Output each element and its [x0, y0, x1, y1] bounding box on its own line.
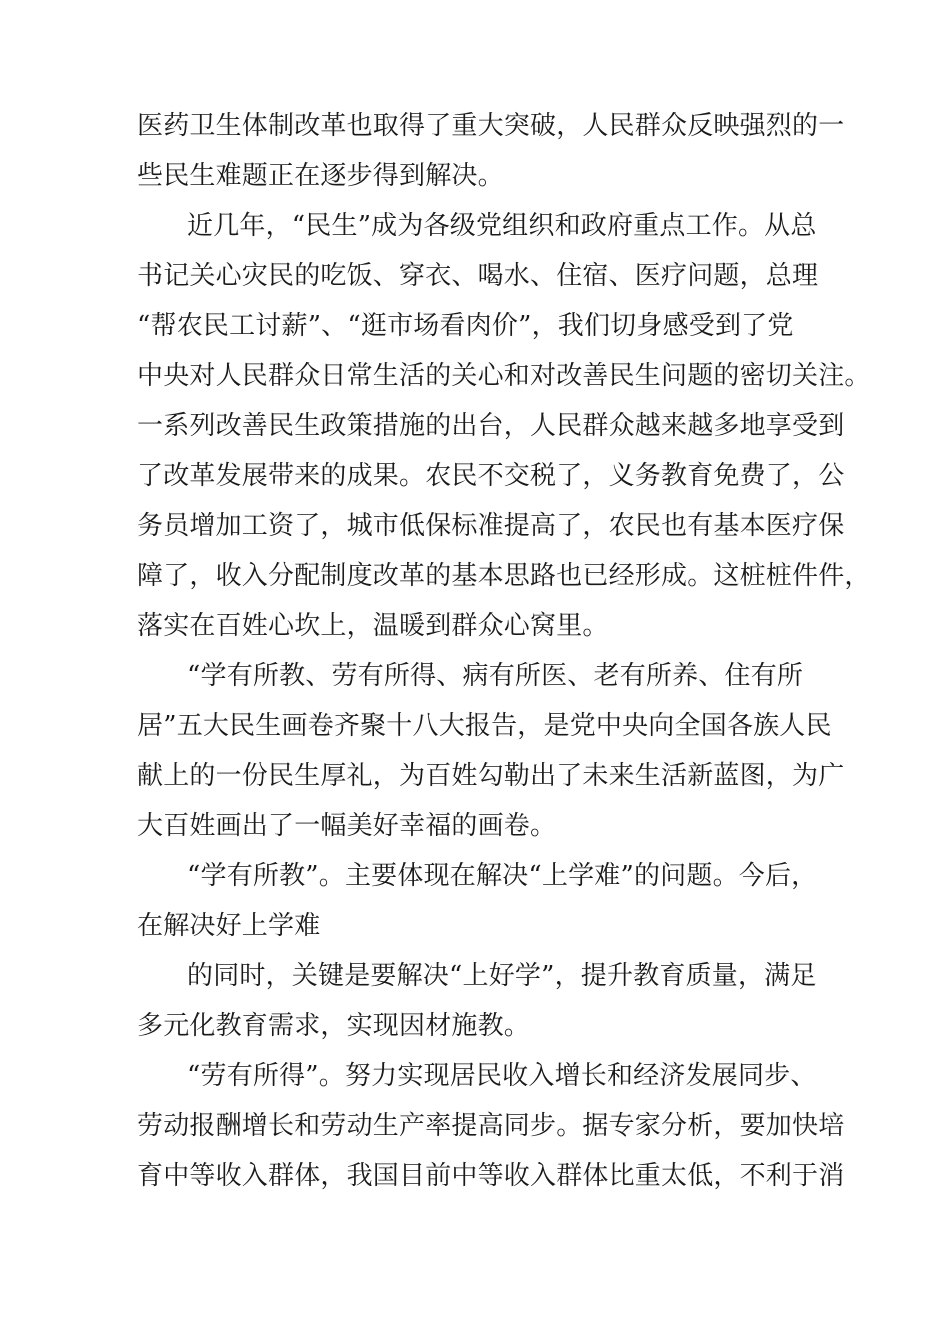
- paragraph-first-line: “学有所教”。主要体现在解决“上学难”的问题。今后，: [187, 861, 818, 891]
- text-line: 献上的一份民生厚礼，为百姓勾勒出了未来生活新蓝图，为广: [137, 761, 845, 791]
- paragraph-first-line: “劳有所得”。努力实现居民收入增长和经济发展同步、: [187, 1061, 817, 1091]
- paragraph-first-line: “学有所教、劳有所得、病有所医、老有所养、住有所: [187, 661, 804, 691]
- text-line: 了改革发展带来的成果。农民不交税了，义务教育免费了，公: [137, 461, 845, 491]
- text-line: 落实在百姓心坎上，温暖到群众心窝里。: [137, 611, 609, 641]
- text-line: 育中等收入群体，我国目前中等收入群体比重太低，不利于消: [137, 1161, 845, 1191]
- text-line: 医药卫生体制改革也取得了重大突破，人民群众反映强烈的一: [137, 111, 845, 141]
- text-line: 多元化教育需求，实现因材施教。: [137, 1011, 531, 1041]
- text-line: 在解决好上学难: [137, 911, 321, 941]
- text-line: 大百姓画出了一幅美好幸福的画卷。: [137, 811, 557, 841]
- text-line: 劳动报酬增长和劳动生产率提高同步。据专家分析，要加快培: [137, 1111, 845, 1141]
- text-line: 些民生难题正在逐步得到解决。: [137, 161, 504, 191]
- text-line: “帮农民工讨薪”、“逛市场看肉价”，我们切身感受到了党: [137, 311, 794, 341]
- text-line: 中央对人民群众日常生活的关心和对改善民生问题的密切关注。: [137, 361, 871, 391]
- text-line: 务员增加工资了，城市低保标准提高了，农民也有基本医疗保: [137, 511, 845, 541]
- text-line: 一系列改善民生政策措施的出台，人民群众越来越多地享受到: [137, 411, 845, 441]
- text-line: 障了，收入分配制度改革的基本思路也已经形成。这桩桩件件，: [137, 561, 871, 591]
- paragraph-first-line: 的同时，关键是要解决“上好学”，提升教育质量，满足: [187, 961, 817, 991]
- text-line: 居”五大民生画卷齐聚十八大报告，是党中央向全国各族人民: [137, 711, 832, 741]
- text-line: 书记关心灾民的吃饭、穿衣、喝水、住宿、医疗问题，总理: [137, 261, 819, 291]
- paragraph-first-line: 近几年，“民生”成为各级党组织和政府重点工作。从总: [187, 211, 817, 241]
